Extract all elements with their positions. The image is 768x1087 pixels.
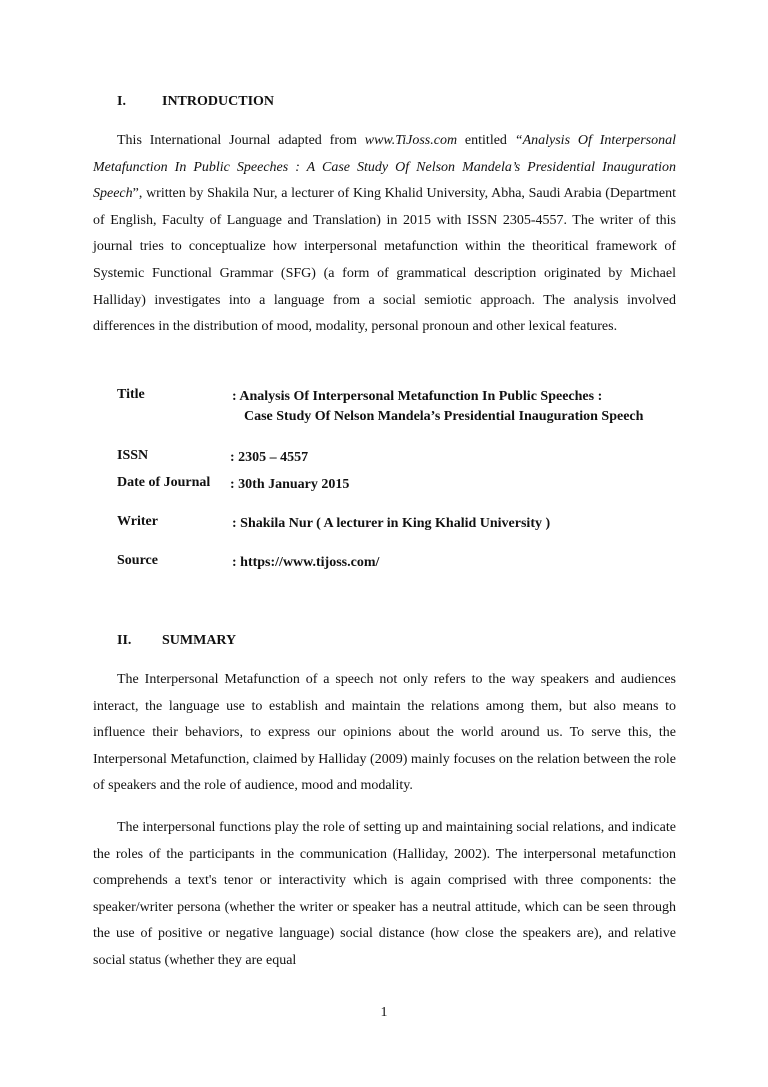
info-value-title-continued: Case Study Of Nelson Mandela’s Presidential Inauguration Speech (244, 409, 644, 424)
summary-paragraph-1: The Interpersonal Metafunction of a speech not only refers to the way speakers and audiences interact, the language use to establish and maintain the relations among them, but also means to influence their behaviors, to express our opinions about the world around us. To serve this, the Interpersonal Metafunction, claimed by Halliday (2009) mainly focuses on the relation between the role of speakers and the role of audience, mood and modality. (93, 672, 676, 794)
page-number: 1 (380, 1005, 388, 1020)
section-number: II. (117, 633, 132, 648)
info-value-writer: : Shakila Nur ( A lecturer in King Khalid University ) (232, 516, 551, 531)
info-value-date: : 30th January 2015 (230, 477, 350, 492)
info-row-title (117, 387, 677, 447)
info-value-source: : https://www.tijoss.com/ (232, 555, 380, 570)
section-title: INTRODUCTION (162, 94, 275, 109)
info-label-writer: Writer (117, 514, 158, 529)
info-label-date: Date of Journal (117, 475, 211, 490)
info-value-title-line1: : Analysis Of Interpersonal Metafunction In Public Speeches : (232, 389, 603, 404)
journal-title-italic: “Analysis Of Interpersonal Metafunction In Public Speeches : A Case Study Of Nelson Mandela’s Presidential Inauguration Speech (93, 133, 676, 202)
summary-paragraph-2: The interpersonal functions play the role of setting up and maintaining social relations, and indicate the roles of the participants in the communication (Halliday, 2002). The interpersonal metafunction comprehends a text's tenor or interactivity which is again comprised with three components: the speaker/writer persona (whether the writer or speaker has a neutral attitude, which can be seen through the use of positive or negative language) social distance (how close the speakers are), and relative social status (whether they are equal (93, 820, 676, 968)
section-number: I. (117, 94, 126, 109)
section-title: SUMMARY (162, 633, 237, 648)
journal-site-link-text: www.TiJoss.com (364, 133, 458, 148)
intro-text-start: This International Journal adapted from (117, 133, 365, 148)
intro-text-entitled: entitled (457, 133, 515, 148)
info-label-source: Source (117, 553, 158, 568)
info-value-issn: : 2305 – 4557 (230, 450, 309, 465)
intro-text-rest: ”, written by Shakila Nur, a lecturer of King Khalid University, Abha, Saudi Arabia (Department of English, Faculty of Language and Translation) in 2015 with ISSN 2305-4557. The writer of this journal tries to conceptualize how interpersonal metafunction within the theoritical framework of Systemic Functional Grammar (SFG) (a form of grammatical description originated by Michael Halliday) investigates into a language from a social semiotic approach. The analysis involved differences in the distribution of mood, modality, personal pronoun and other lexical features. (93, 186, 676, 335)
introduction-paragraph (93, 128, 676, 341)
info-label-issn: ISSN (117, 448, 149, 463)
section-heading-introduction (117, 94, 274, 110)
info-label-title: Title (117, 387, 145, 402)
info-value-title (232, 387, 677, 427)
section-heading-summary (117, 633, 236, 649)
